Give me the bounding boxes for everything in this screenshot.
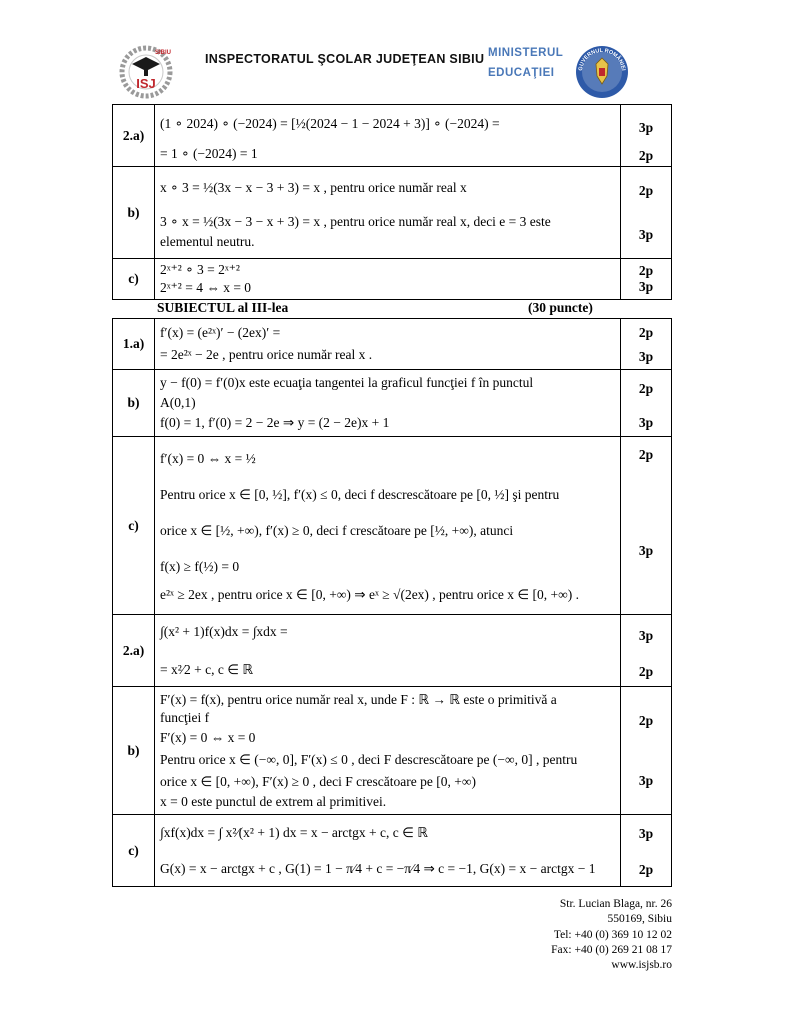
ministry-name: MINISTERUL EDUCAŢIEI bbox=[488, 47, 564, 79]
solution-cell: (1 ∘ 2024) ∘ (−2024) = [½(2024 − 1 − 2024 + 3)] ∘ (−2024) = = 1 ∘ (−2024) = 1 bbox=[155, 105, 621, 167]
table-row bbox=[113, 437, 672, 615]
item-label: b) bbox=[113, 687, 155, 815]
table-row bbox=[113, 370, 672, 437]
item-label: 1.a) bbox=[113, 319, 155, 370]
points-cell: 2p 3p bbox=[621, 687, 672, 815]
item-label: c) bbox=[113, 437, 155, 615]
item-label: 2.a) bbox=[113, 105, 155, 167]
solution-cell: ∫(x² + 1)f(x)dx = ∫xdx = = x²⁄2 + c, c ∈ ℝ bbox=[155, 615, 621, 687]
points-cell: 3p 2p bbox=[621, 815, 672, 887]
subject-title: SUBIECTUL al III-lea bbox=[157, 300, 289, 315]
solution-cell: y − f(0) = f′(0)x este ecuaţia tangentei la graficul funcţiei f în punctul A(0,1) f(0) = 1, f′(0) = 2 − 2e ⇒ y = (2 − 2e)x + 1 bbox=[155, 370, 621, 437]
points-cell: 2p 3p bbox=[621, 167, 672, 259]
page-footer-address: Str. Lucian Blaga, nr. 26 550169, Sibiu Tel: +40 (0) 369 10 12 02 Fax: +40 (0) 269 21 08 17 www.isjsb.ro bbox=[551, 897, 672, 973]
solution-cell: x ∘ 3 = ½(3x − x − 3 + 3) = x , pentru orice număr real x 3 ∘ x = ½(3x − 3 − x + 3) = x , pentru orice număr real x, deci e = 3 este elementul neutru. bbox=[155, 167, 621, 259]
table-row bbox=[113, 615, 672, 687]
solution-table-subject2 bbox=[112, 104, 672, 300]
table-row bbox=[113, 167, 672, 259]
svg-text:ISJ: ISJ bbox=[136, 76, 156, 91]
isj-logo-icon bbox=[118, 42, 180, 100]
item-label: b) bbox=[113, 167, 155, 259]
institution-name: INSPECTORATUL ŞCOLAR JUDEŢEAN SIBIU bbox=[205, 52, 485, 66]
solution-cell: ∫xf(x)dx = ∫ x²⁄(x² + 1) dx = x − arctgx + c, c ∈ ℝ G(x) = x − arctgx + c , G(1) = 1 − π⁄4 + c = −π⁄4 ⇒ c = −1, G(x) = x − arctgx − 1 bbox=[155, 815, 621, 887]
solution-table-subject3 bbox=[112, 318, 672, 887]
item-label: b) bbox=[113, 370, 155, 437]
points-cell: 2p 3p bbox=[621, 437, 672, 615]
item-label: 2.a) bbox=[113, 615, 155, 687]
solution-cell: F′(x) = f(x), pentru orice număr real x, unde F : ℝ → ℝ este o primitivă a funcţiei f F′(x) = 0 ⇔ x = 0 Pentru orice x ∈ (−∞, 0], F′(x) ≤ 0 , deci F descrescătoare pe (−∞, 0] , pentru orice x ∈ [0, +∞), F′(x) ≥ 0 , deci F crescătoare pe [0, +∞) x = 0 este punctul de extrem al primitivei. bbox=[155, 687, 621, 815]
solution-cell: f′(x) = 0 ⇔ x = ½ Pentru orice x ∈ [0, ½], f′(x) ≤ 0, deci f descrescătoare pe [0, ½] şi pentru orice x ∈ [½, +∞), f′(x) ≥ 0, deci f crescătoare pe [½, +∞), atunci f(x) ≥ f(½) = 0 e²ˣ ≥ 2ex , pentru orice x ∈ [0, +∞) ⇒ eˣ ≥ √(2ex) , pentru orice x ∈ [0, +∞) . bbox=[155, 437, 621, 615]
svg-text:SIBIU: SIBIU bbox=[154, 50, 172, 56]
page-header bbox=[0, 0, 791, 105]
solution-cell: f′(x) = (e²ˣ)′ − (2ex)′ = = 2e²ˣ − 2e , pentru orice număr real x . bbox=[155, 319, 621, 370]
points-cell: 3p 2p bbox=[621, 105, 672, 167]
points-cell: 2p 3p bbox=[621, 370, 672, 437]
points-cell: 3p 2p bbox=[621, 615, 672, 687]
solution-cell: 2ˣ⁺² ∘ 3 = 2ˣ⁺² 2ˣ⁺² = 4 ⇔ x = 0 bbox=[155, 259, 621, 300]
svg-text:GUVERNUL ROMÂNIEI: GUVERNUL ROMÂNIEI bbox=[577, 47, 626, 72]
table-row bbox=[113, 815, 672, 887]
table-row bbox=[113, 259, 672, 300]
item-label: c) bbox=[113, 259, 155, 300]
points-cell: 2p 3p bbox=[621, 259, 672, 300]
table-row bbox=[113, 105, 672, 167]
website-link[interactable]: www.isjsb.ro bbox=[611, 959, 672, 972]
subject-points: (30 puncte) bbox=[528, 300, 593, 315]
points-cell: 2p 3p bbox=[621, 319, 672, 370]
table-row bbox=[113, 319, 672, 370]
government-seal-icon bbox=[574, 44, 630, 100]
table-row bbox=[113, 687, 672, 815]
item-label: c) bbox=[113, 815, 155, 887]
